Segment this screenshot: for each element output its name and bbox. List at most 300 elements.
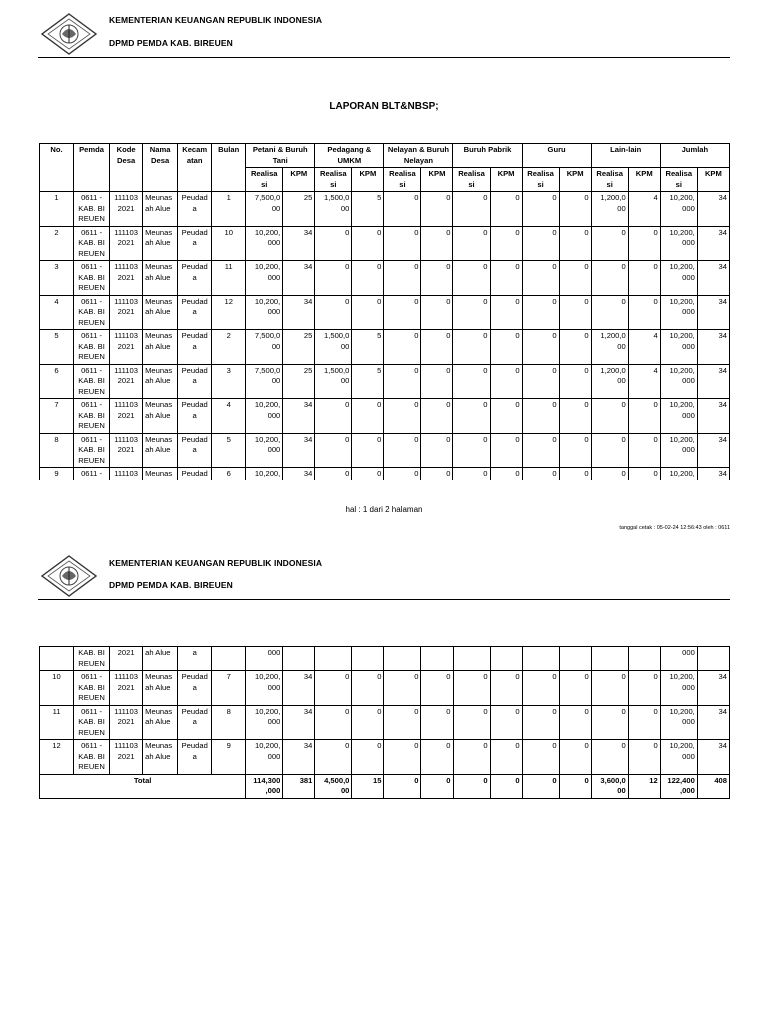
cell-kode: 111103 2021 (110, 261, 143, 296)
col-kpm: KPM (421, 168, 453, 192)
blt-table-page-2 (39, 646, 730, 799)
cell-kpm: 0 (559, 295, 591, 330)
cell-realisasi: 1,200,0 00 (591, 192, 628, 227)
cell-kpm: 0 (628, 399, 660, 434)
cell-kpm: 0 (352, 433, 384, 468)
cell-realisasi: 0 (453, 740, 490, 775)
cell-realisasi: 0 (522, 671, 559, 706)
cell-kode: 111103 2021 (110, 192, 143, 227)
cell-kpm: 0 (490, 433, 522, 468)
cell-realisasi: 10,200, 000 (246, 433, 283, 468)
office-name-page-2: DPMD PEMDA KAB. BIREUEN (109, 580, 233, 590)
table-row (40, 364, 730, 399)
cell-kpm: 0 (490, 740, 522, 775)
cell-kpm: 0 (490, 399, 522, 434)
cell-kode: 111103 2021 (110, 433, 143, 468)
total-realisasi: 4,500,0 00 (315, 774, 352, 798)
col-petani: Petani & Buruh Tani (246, 144, 315, 168)
cell-pemda: 0611 - KAB. BI REUEN (74, 671, 110, 706)
cell-realisasi: 0 (453, 364, 490, 399)
cell-kpm: 25 (283, 330, 315, 365)
cell-bulan: 5 (212, 433, 246, 468)
cell-kpm: 34 (697, 433, 729, 468)
cell-kpm: 4 (628, 364, 660, 399)
cell-kpm: 5 (352, 330, 384, 365)
cell-realisasi: 0 (315, 433, 352, 468)
cell-kpm: 0 (490, 226, 522, 261)
cell-kec: Peudad a (178, 740, 212, 775)
cell-kpm: 0 (559, 364, 591, 399)
cell-kpm: 0 (559, 399, 591, 434)
cell-kpm: 0 (421, 226, 453, 261)
cell-kpm: 0 (628, 705, 660, 740)
cell-kpm: 34 (697, 330, 729, 365)
cell-pemda: 0611 - KAB. BI REUEN (74, 364, 110, 399)
cell-realisasi: 0 (522, 226, 559, 261)
table-row (40, 399, 730, 434)
total-kpm: 0 (559, 774, 591, 798)
cell-no: 5 (40, 330, 74, 365)
cell-realisasi: 10,200, 000 (246, 399, 283, 434)
cell-kpm: 34 (697, 671, 729, 706)
cell-realisasi: 10,200, 000 (660, 192, 697, 227)
cell-no: 11 (40, 705, 74, 740)
cell-bulan: 3 (212, 364, 246, 399)
cell-desa: Meunas ah Alue (143, 295, 178, 330)
cell-realisasi: 7,500,0 00 (246, 364, 283, 399)
cell-realisasi: 0 (315, 468, 352, 481)
col-kecamatan: Kecam atan (178, 144, 212, 192)
table-row (40, 295, 730, 330)
office-name: DPMD PEMDA KAB. BIREUEN (109, 38, 233, 48)
col-kpm: KPM (490, 168, 522, 192)
table-row (40, 671, 730, 706)
blt-table-page-1 (39, 143, 730, 480)
cell-kec: Peudad (178, 468, 212, 481)
cell-kpm: 0 (352, 226, 384, 261)
cell-kec: Peudad a (178, 705, 212, 740)
cell-kpm: 34 (697, 364, 729, 399)
cell-realisasi: 0 (384, 433, 421, 468)
cell-kpm: 5 (352, 192, 384, 227)
cell-realisasi: 0 (591, 399, 628, 434)
cell-realisasi: 7,500,0 00 (246, 330, 283, 365)
cell-kpm: 5 (352, 364, 384, 399)
cell-realisasi: 0 (453, 192, 490, 227)
cell-realisasi: 7,500,0 00 (246, 192, 283, 227)
cell-kode: 111103 2021 (110, 364, 143, 399)
cell-realisasi: 0 (384, 468, 421, 481)
cell-bulan: 10 (212, 226, 246, 261)
cell-realisasi: 1,500,0 00 (315, 364, 352, 399)
cell-realisasi: 0 (453, 468, 490, 481)
print-timestamp: tanggal cetak : 05-02-24 12:56:43 oleh : 0611 (619, 525, 730, 531)
col-no: No. (40, 144, 74, 192)
cell-kpm: 0 (628, 226, 660, 261)
cell-kpm: 0 (559, 330, 591, 365)
cell-realisasi: 10,200, 000 (660, 705, 697, 740)
col-kpm: KPM (559, 168, 591, 192)
cell-realisasi: 10,200, 000 (660, 226, 697, 261)
cell-kpm: 0 (352, 399, 384, 434)
cell-kpm: 25 (283, 192, 315, 227)
col-guru: Guru (522, 144, 591, 168)
cell-no: 8 (40, 433, 74, 468)
cell-desa: Meunas ah Alue (143, 671, 178, 706)
cell-kpm: 0 (421, 330, 453, 365)
total-label: Total (40, 774, 246, 798)
cell-bulan: 1 (212, 192, 246, 227)
cell-no: 10 (40, 671, 74, 706)
total-realisasi: 122,400 ,000 (660, 774, 697, 798)
table-row (40, 433, 730, 468)
cell-bulan: 8 (212, 705, 246, 740)
table-row (40, 740, 730, 775)
cell-kode: 111103 2021 (110, 226, 143, 261)
cell-realisasi: 0 (522, 330, 559, 365)
cell-realisasi: 10,200, 000 (660, 261, 697, 296)
cell-bulan: 12 (212, 295, 246, 330)
cell-kpm: 34 (697, 226, 729, 261)
cell-kpm: 34 (283, 295, 315, 330)
cell-realisasi: 0 (522, 740, 559, 775)
col-kpm: KPM (697, 168, 729, 192)
cell-realisasi: 0 (453, 705, 490, 740)
cell-kpm: 34 (283, 261, 315, 296)
cell-kec: Peudad a (178, 399, 212, 434)
cell-realisasi: 10,200, (246, 468, 283, 481)
cell-realisasi: 0 (591, 705, 628, 740)
cell-realisasi: 0 (384, 226, 421, 261)
col-kpm: KPM (283, 168, 315, 192)
cell-realisasi: 0 (384, 399, 421, 434)
cell-kpm: 0 (352, 705, 384, 740)
col-realisasi: Realisa si (315, 168, 352, 192)
cell-realisasi: 0 (591, 226, 628, 261)
cell-desa: ah Alue (143, 647, 178, 671)
cell-kpm: 0 (352, 468, 384, 481)
cell-realisasi: 0 (453, 330, 490, 365)
cell-kode: 111103 (110, 468, 143, 481)
cell-kpm: 34 (697, 261, 729, 296)
col-buruh-pabrik: Buruh Pabrik (453, 144, 522, 168)
table-row (40, 705, 730, 740)
cell-kode: 111103 2021 (110, 705, 143, 740)
cell-bulan: 2 (212, 330, 246, 365)
cell-realisasi: 0 (453, 261, 490, 296)
cell-bulan: 11 (212, 261, 246, 296)
cell-desa: Meunas (143, 468, 178, 481)
cell-kpm: 0 (559, 433, 591, 468)
total-kpm: 408 (697, 774, 729, 798)
cell-realisasi: 0 (453, 226, 490, 261)
cell-pemda: 0611 - KAB. BI REUEN (74, 399, 110, 434)
cell-kec: Peudad a (178, 671, 212, 706)
cell-realisasi: 0 (453, 671, 490, 706)
cell-desa: Meunas ah Alue (143, 705, 178, 740)
cell-kpm: 34 (697, 295, 729, 330)
cell-realisasi: 0 (453, 295, 490, 330)
cell-realisasi: 10,200, 000 (660, 364, 697, 399)
cell-kpm: 34 (697, 468, 729, 481)
cell-realisasi: 0 (522, 295, 559, 330)
cell-realisasi: 10,200, 000 (660, 295, 697, 330)
col-nelayan: Nelayan & Buruh Nelayan (384, 144, 453, 168)
cell-desa: Meunas ah Alue (143, 399, 178, 434)
cell-realisasi: 0 (384, 192, 421, 227)
cell-realisasi: 0 (315, 671, 352, 706)
cell-pemda: 0611 - KAB. BI REUEN (74, 226, 110, 261)
cell-kec: a (178, 647, 212, 671)
cell-realisasi: 0 (591, 433, 628, 468)
cell-realisasi: 0 (384, 740, 421, 775)
cell-pemda: 0611 - KAB. BI REUEN (74, 330, 110, 365)
cell-kpm: 0 (421, 705, 453, 740)
cell-kpm: 0 (559, 740, 591, 775)
col-kpm: KPM (628, 168, 660, 192)
cell-realisasi: 0 (522, 192, 559, 227)
header-divider (38, 57, 730, 58)
table-row (40, 226, 730, 261)
table-page-1-clip (39, 143, 731, 480)
col-lain-lain: Lain-lain (591, 144, 660, 168)
cell-kpm: 0 (421, 399, 453, 434)
cell-realisasi: 10,200, 000 (246, 226, 283, 261)
cell-kpm: 0 (490, 330, 522, 365)
cell-realisasi: 0 (384, 261, 421, 296)
continued-row (40, 647, 730, 671)
cell-realisasi: 10,200, 000 (246, 295, 283, 330)
cell-desa: Meunas ah Alue (143, 261, 178, 296)
cell-realisasi: 0 (522, 399, 559, 434)
cell-pemda: 0611 - KAB. BI REUEN (74, 433, 110, 468)
cell-kpm: 34 (283, 705, 315, 740)
cell-pemda: 0611 - KAB. BI REUEN (74, 192, 110, 227)
total-realisasi: 0 (384, 774, 421, 798)
cell-kpm: 0 (559, 261, 591, 296)
cell-realisasi: 0 (384, 330, 421, 365)
cell-kpm: 0 (628, 295, 660, 330)
cell-realisasi: 0 (522, 433, 559, 468)
header-divider-page-2 (38, 599, 730, 600)
col-realisasi: Realisa si (453, 168, 490, 192)
total-kpm: 0 (421, 774, 453, 798)
total-realisasi: 0 (522, 774, 559, 798)
ministry-name: KEMENTERIAN KEUANGAN REPUBLIK INDONESIA (109, 15, 323, 25)
col-nama-desa: Nama Desa (143, 144, 178, 192)
cell-kpm: 0 (559, 226, 591, 261)
cell-kpm: 0 (421, 433, 453, 468)
cell-realisasi: 1,200,0 00 (591, 364, 628, 399)
cell-kpm: 0 (352, 295, 384, 330)
cell-kpm: 0 (559, 671, 591, 706)
cell-kode: 111103 2021 (110, 399, 143, 434)
total-kpm: 381 (283, 774, 315, 798)
cell-kode: 111103 2021 (110, 671, 143, 706)
cell-kpm: 0 (490, 705, 522, 740)
cell-kode: 111103 2021 (110, 330, 143, 365)
ministry-name-page-2: KEMENTERIAN KEUANGAN REPUBLIK INDONESIA (109, 558, 323, 568)
cell-kec: Peudad a (178, 261, 212, 296)
cell-kpm: 0 (628, 740, 660, 775)
report-title: LAPORAN BLT&NBSP; (329, 101, 439, 112)
cell-kpm: 34 (283, 226, 315, 261)
cell-kpm: 0 (490, 671, 522, 706)
cell-pemda: 0611 - KAB. BI REUEN (74, 295, 110, 330)
cell-realisasi: 10,200, (660, 468, 697, 481)
col-kpm: KPM (352, 168, 384, 192)
cell-pemda: 0611 - KAB. BI REUEN (74, 740, 110, 775)
cell-kpm: 0 (559, 468, 591, 481)
cell-realisasi: 0 (522, 468, 559, 481)
cell-kpm: 0 (628, 433, 660, 468)
cell-kpm: 0 (421, 671, 453, 706)
cell-kpm: 34 (697, 399, 729, 434)
cell-no: 1 (40, 192, 74, 227)
cell-realisasi: 0 (384, 705, 421, 740)
total-row (40, 774, 730, 798)
cell-bulan: 4 (212, 399, 246, 434)
cell-kec: Peudad a (178, 295, 212, 330)
cell-kpm: 34 (283, 468, 315, 481)
cell-realisasi: 0 (522, 364, 559, 399)
cell-kpm: 0 (490, 192, 522, 227)
cell-kpm: 0 (628, 671, 660, 706)
col-bulan: Bulan (212, 144, 246, 192)
cell-pemda: 0611 - KAB. BI REUEN (74, 705, 110, 740)
cell-kpm: 0 (559, 192, 591, 227)
cell-realisasi: 0 (315, 705, 352, 740)
cell-kec: Peudad a (178, 433, 212, 468)
cell-desa: Meunas ah Alue (143, 740, 178, 775)
cell-kpm: 34 (283, 399, 315, 434)
cell-desa: Meunas ah Alue (143, 364, 178, 399)
cell-realisasi: 0 (591, 295, 628, 330)
cell-kpm: 0 (352, 740, 384, 775)
cell-kpm: 0 (352, 671, 384, 706)
cell-no: 12 (40, 740, 74, 775)
cell-realisasi: 10,200, 000 (246, 671, 283, 706)
cell-kec: Peudad a (178, 330, 212, 365)
cell-realisasi: 10,200, 000 (246, 740, 283, 775)
cell-no: 9 (40, 468, 74, 481)
cell-realisasi: 10,200, 000 (246, 705, 283, 740)
cell-kpm: 0 (421, 468, 453, 481)
cell-kpm: 0 (490, 364, 522, 399)
col-realisasi: Realisa si (522, 168, 559, 192)
total-realisasi: 0 (453, 774, 490, 798)
cell-realisasi: 0 (384, 671, 421, 706)
total-kpm: 15 (352, 774, 384, 798)
cell-pemda: KAB. BI REUEN (74, 647, 110, 671)
cell-realisasi: 0 (384, 295, 421, 330)
cell-realisasi: 0 (315, 399, 352, 434)
cell-no: 2 (40, 226, 74, 261)
cell-kpm: 0 (352, 261, 384, 296)
cell-kode: 111103 2021 (110, 740, 143, 775)
cell-kpm: 4 (628, 192, 660, 227)
cell-kpm: 34 (697, 740, 729, 775)
col-realisasi: Realisa si (660, 168, 697, 192)
cell-realisasi: 0 (453, 433, 490, 468)
cell-realisasi: 0 (591, 468, 628, 481)
total-kpm: 12 (628, 774, 660, 798)
cell-realisasi: 000 (246, 647, 283, 671)
cell-pemda: 0611 - KAB. BI REUEN (74, 261, 110, 296)
cell-kec: Peudad a (178, 226, 212, 261)
col-jumlah: Jumlah (660, 144, 729, 168)
cell-kpm: 34 (697, 192, 729, 227)
cell-realisasi: 0 (522, 261, 559, 296)
cell-realisasi: 1,500,0 00 (315, 192, 352, 227)
cell-kpm: 0 (421, 364, 453, 399)
table-row (40, 192, 730, 227)
cell-desa: Meunas ah Alue (143, 226, 178, 261)
cell-realisasi: 0 (315, 261, 352, 296)
cell-realisasi: 0 (315, 295, 352, 330)
cell-realisasi: 0 (315, 740, 352, 775)
cell-kpm: 0 (421, 261, 453, 296)
cell-kec: Peudad a (178, 192, 212, 227)
total-realisasi: 114,300 ,000 (246, 774, 283, 798)
col-pemda: Pemda (74, 144, 110, 192)
cell-desa: Meunas ah Alue (143, 330, 178, 365)
cell-kode: 2021 (110, 647, 143, 671)
cell-kpm: 0 (421, 740, 453, 775)
cell-realisasi: 10,200, 000 (660, 433, 697, 468)
cell-kpm: 0 (490, 261, 522, 296)
cell-realisasi: 0 (453, 399, 490, 434)
col-realisasi: Realisa si (246, 168, 283, 192)
cell-kpm: 4 (628, 330, 660, 365)
cell-desa: Meunas ah Alue (143, 433, 178, 468)
table-row (40, 468, 730, 481)
cell-realisasi: 10,200, 000 (660, 671, 697, 706)
cell-kpm: 0 (421, 295, 453, 330)
cell-kpm: 0 (421, 192, 453, 227)
cell-realisasi: 10,200, 000 (246, 261, 283, 296)
cell-kpm: 34 (283, 671, 315, 706)
cell-bulan: 7 (212, 671, 246, 706)
cell-kpm: 0 (490, 295, 522, 330)
cell-kpm: 0 (628, 261, 660, 296)
cell-bulan: 6 (212, 468, 246, 481)
cell-pemda: 0611 - (74, 468, 110, 481)
cell-kpm: 34 (697, 705, 729, 740)
cell-kpm: 34 (283, 433, 315, 468)
cell-kpm: 34 (283, 740, 315, 775)
cell-no: 3 (40, 261, 74, 296)
col-realisasi: Realisa si (384, 168, 421, 192)
page-indicator: hal : 1 dari 2 halaman (345, 505, 423, 514)
col-realisasi: Realisa si (591, 168, 628, 192)
cell-kpm: 0 (490, 468, 522, 481)
cell-kpm: 0 (628, 468, 660, 481)
col-kode-desa: Kode Desa (110, 144, 143, 192)
cell-jumlah: 000 (660, 647, 697, 671)
kemenkeu-emblem-icon (40, 554, 98, 598)
cell-realisasi: 10,200, 000 (660, 740, 697, 775)
cell-realisasi: 1,200,0 00 (591, 330, 628, 365)
cell-bulan: 9 (212, 740, 246, 775)
cell-no: 7 (40, 399, 74, 434)
cell-realisasi: 0 (591, 740, 628, 775)
cell-no: 4 (40, 295, 74, 330)
cell-realisasi: 0 (591, 261, 628, 296)
cell-realisasi: 0 (522, 705, 559, 740)
cell-realisasi: 1,500,0 00 (315, 330, 352, 365)
cell-desa: Meunas ah Alue (143, 192, 178, 227)
